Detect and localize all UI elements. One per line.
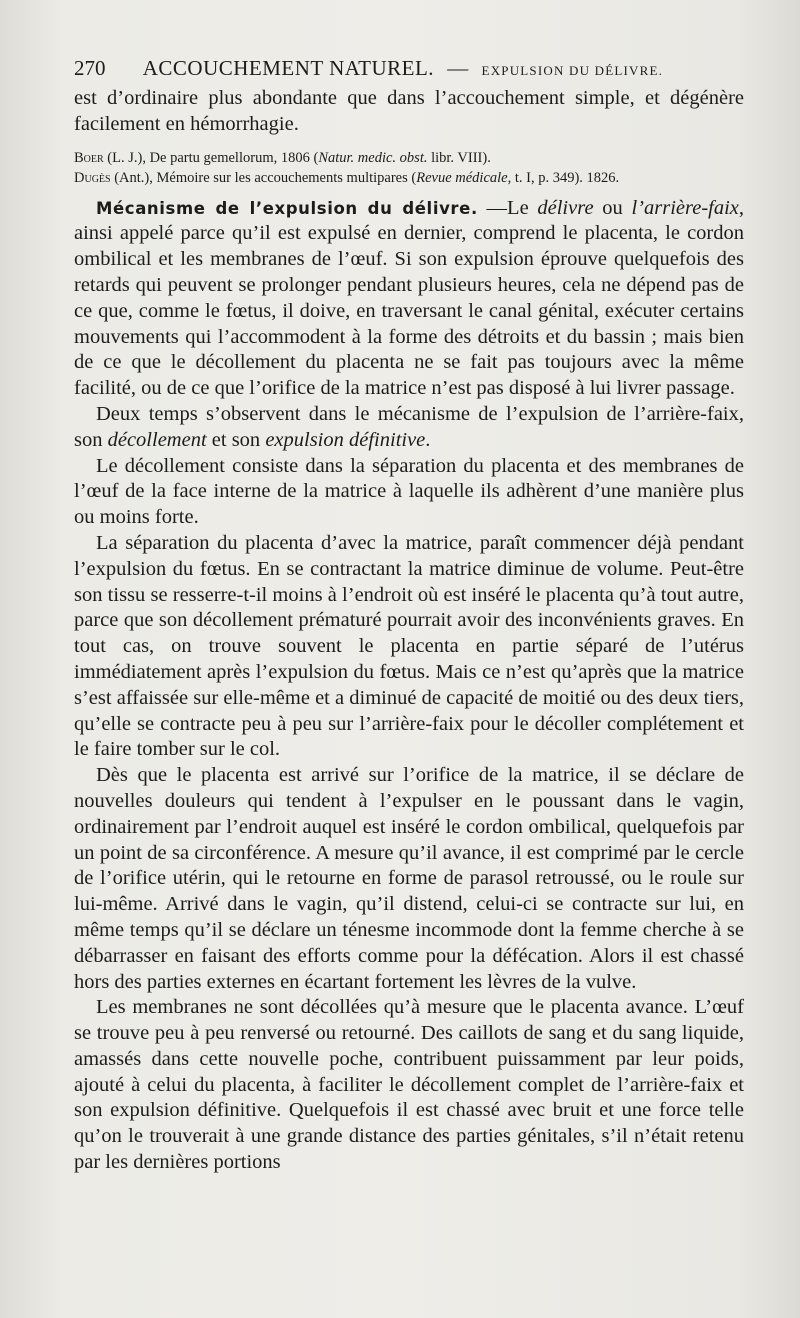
- reference-author: Dugès: [74, 169, 111, 186]
- text-run: .: [425, 428, 431, 451]
- italic-term: l’arrière-faix: [631, 196, 739, 219]
- section-paragraph-6: Les membranes ne sont décollées qu’à mesure que le placenta avance. L’œuf se trouve peu à peu renversé ou retourné. Des caillots de sang et du sang liquide, amassés dans cette nouvelle poche, contribuent puissamment par leur poids, ajouté à celui du placenta, à faciliter le décollement complet de l’arrière-faix et son expulsion définitive. Quelquefois il est chassé avec bruit et une force telle qu’on le trouverait à une grande distance des parties génitales, s’il n’était retenu par les dernières portions: [74, 996, 744, 1174]
- reference-details: (L. J.), De partu gemellorum, 1806 (: [103, 149, 319, 166]
- text-run: et son: [206, 428, 266, 451]
- italic-term: expulsion définitive: [265, 428, 426, 451]
- text-run: Le: [507, 196, 538, 219]
- section-paragraph-3: Le décollement consiste dans la séparation du placenta et des membranes de l’œuf de la face interne de la matrice à laquelle ils adhèrent d’une manière plus ou moins forte.: [74, 454, 744, 529]
- title-dash: —: [477, 196, 508, 219]
- reference-boer: [74, 148, 744, 168]
- reference-tail: libr. VIII).: [427, 149, 491, 166]
- bibliography: [74, 148, 744, 188]
- intro-paragraph: est d’ordinaire plus abondante que dans l’accouchement simple, et dégénère facilement en hémorrhagie.: [74, 87, 744, 135]
- reference-journal: Natur. medic. obst.: [318, 149, 428, 166]
- reference-journal: Revue médicale,: [416, 169, 512, 186]
- running-header: [74, 54, 744, 85]
- italic-term: décollement: [107, 428, 207, 451]
- reference-duges: [74, 168, 744, 188]
- page-body: [74, 86, 744, 1176]
- reference-details: (Ant.), Mémoire sur les accouchements multipares (: [110, 169, 417, 186]
- text-run: ou: [593, 196, 632, 219]
- running-subtitle: EXPULSION DU DÉLIVRE.: [481, 63, 664, 78]
- text-run: Deux temps s’observent dans le mécanisme de l’expulsion de l’arrière-faix, son: [74, 402, 744, 451]
- section-title: Mécanisme de l’expulsion du délivre.: [96, 198, 478, 218]
- italic-term: délivre: [537, 196, 594, 219]
- section-paragraph-1: [74, 196, 744, 402]
- section-paragraph-2: [74, 402, 744, 454]
- page-number: 270: [74, 56, 106, 80]
- section-paragraph-4: La séparation du placenta d’avec la matrice, paraît commencer déjà pendant l’expulsion du fœtus. En se contractant la matrice diminue de volume. Peut-être son tissu se resserre-t-il moins à l’endroit où est inséré le placenta qu’à tout autre, parce que son décollement prématuré pourrait avoir des inconvénients graves. En tout cas, on trouve souvent le placenta en partie séparé de l’utérus immédiatement après l’expulsion du fœtus. Mais ce n’est qu’après que la matrice s’est affaissée sur elle-même et a diminué de capacité de moitié ou des deux tiers, qu’elle se contracte peu à peu sur l’arrière-faix pour le décoller complétement et le faire tomber sur le col.: [74, 531, 744, 761]
- section-paragraph-5: Dès que le placenta est arrivé sur l’orifice de la matrice, il se déclare de nouvelles douleurs qui tendent à l’expulser en le poussant dans le vagin, ordinairement par l’endroit auquel est inséré le cordon ombilical, quelquefois par un point de sa circonférence. A mesure qu’il avance, il est comprimé par le cercle de l’orifice utérin, qui le retourne en forme de parasol retroussé, ou le roule sur lui-même. Arrivé dans le vagin, qu’il distend, celui-ci se contracte sur lui, en même temps qu’il se déclare un ténesme incommode dont la femme cherche à se débarrasser en faisant des efforts comme pour la défécation. Alors il est chassé hors des parties externes en écartant fortement les lèvres de la vulve.: [74, 764, 744, 993]
- header-separator: —: [447, 56, 469, 80]
- reference-tail: t. I, p. 349). 1826.: [511, 169, 620, 186]
- running-title: ACCOUCHEMENT NATUREL.: [142, 56, 435, 80]
- text-run: , ainsi appelé parce qu’il est expulsé en dernier, comprend le placenta, le cordon ombilical et les membranes de l’œuf. Si son expulsion éprouve quelquefois des retards qui peuvent se prolonger pendant plusieurs heures, cela ne dépend pas de ce que, comme le fœtus, il doive, en traversant le canal génital, exécuter certains mouvements qui l’accommodent à la forme des détroits et du bassin ; mais bien de ce que le décollement du placenta ne se fait pas toujours avec la même facilité, ou de ce que l’orifice de la matrice n’est pas disposé à lui livrer passage.: [74, 196, 745, 400]
- reference-author: Boer: [74, 149, 104, 166]
